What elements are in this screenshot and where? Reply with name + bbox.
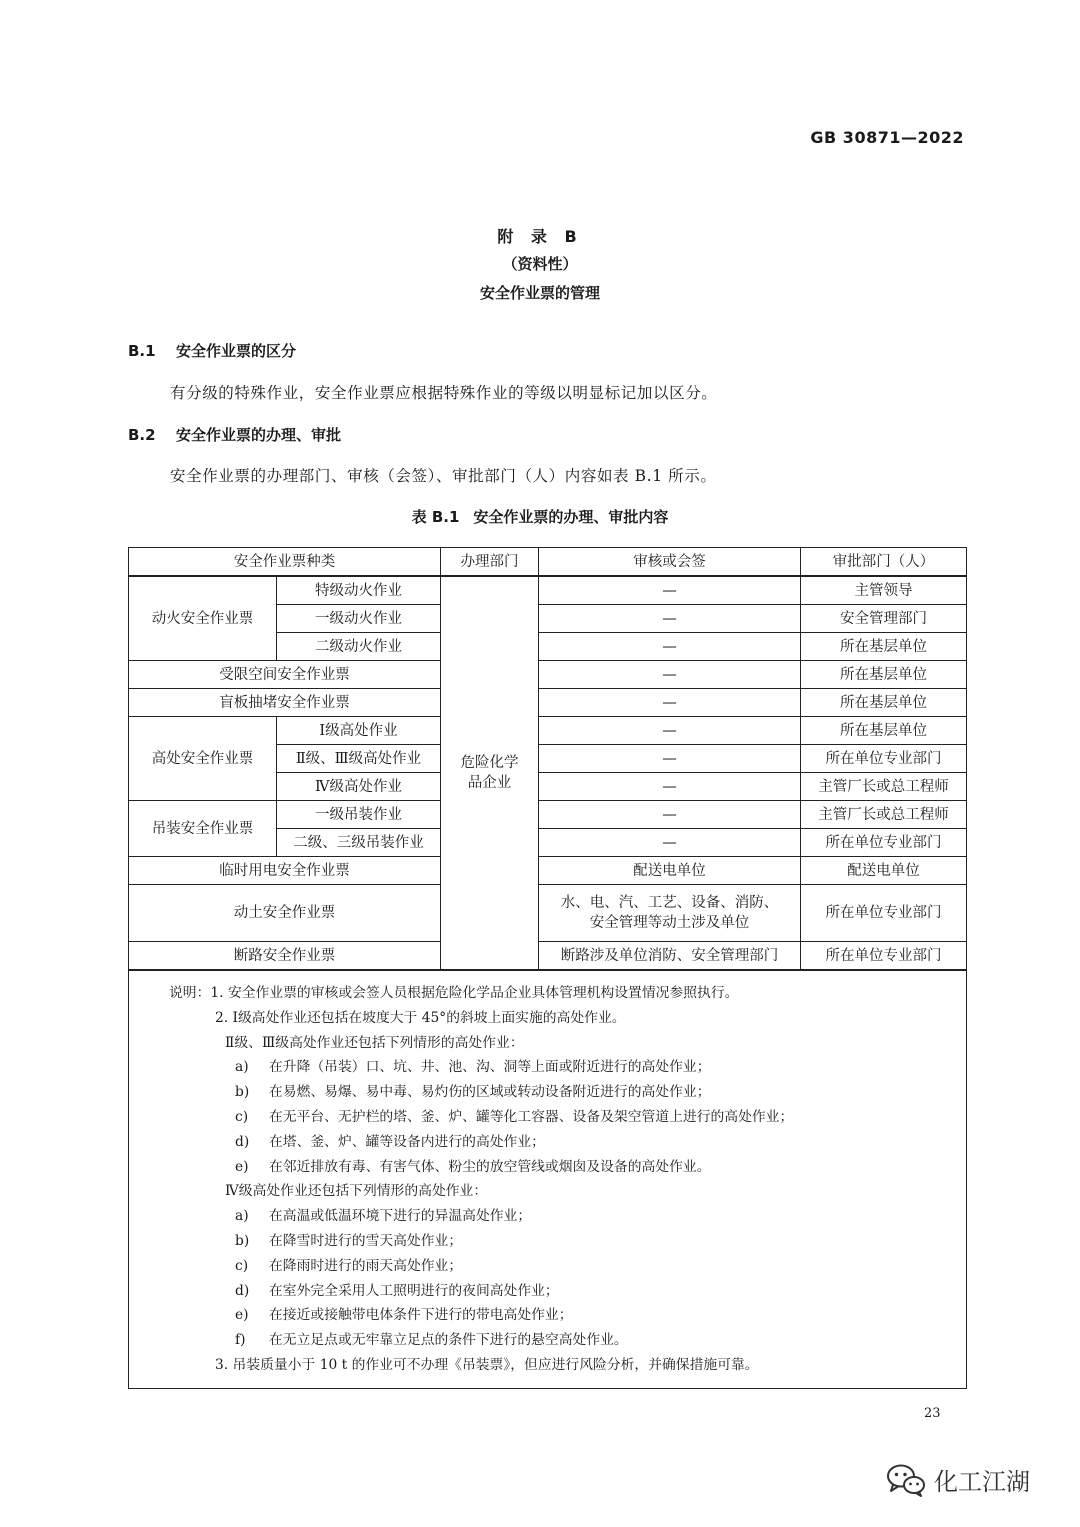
group-cell-fire: 动火安全作业票 (129, 576, 277, 661)
review-cell: — (539, 633, 801, 661)
note-line (169, 981, 966, 1006)
dept-line: 品企业 (467, 775, 512, 791)
list-item (169, 1254, 966, 1279)
note-line: 2. Ⅰ级高处作业还包括在坡度大于 45°的斜坡上面实施的高处作业。 (215, 1009, 626, 1026)
approve-cell: 所在基层单位 (801, 661, 967, 689)
notes-label: 说明： (169, 985, 211, 1001)
list-text: 在升降（吊装）口、坑、井、池、沟、洞等上面或附近进行的高处作业； (269, 1059, 711, 1076)
section-heading-b1 (128, 340, 296, 361)
review-cell: 配送电单位 (539, 857, 801, 885)
appendix-title: 附 录 B (497, 227, 583, 246)
sub-type-cell: 一级吊装作业 (277, 801, 441, 829)
review-line: 安全管理等动土涉及单位 (589, 915, 750, 931)
notes-row (129, 970, 967, 1388)
review-cell: — (539, 689, 801, 717)
review-cell (539, 885, 801, 942)
table-row (129, 857, 967, 885)
list-text: 在接近或接触带电体条件下进行的带电高处作业； (269, 1307, 573, 1324)
note-text: 1. 安全作业票的审核或会签人员根据危险化学品企业具体管理机构设置情况参照执行。 (210, 985, 739, 1001)
list-item (169, 1080, 966, 1105)
page-number: 23 (924, 1406, 941, 1421)
list-marker: a) (235, 1208, 249, 1225)
header-cell-approve: 审批部门（人） (801, 548, 967, 577)
dept-line: 危险化学 (460, 755, 519, 771)
sub-type-cell: Ⅱ级、Ⅲ级高处作业 (277, 745, 441, 773)
list-text: 在室外完全采用人工照明进行的夜间高处作业； (269, 1282, 559, 1299)
list-text: 在高温或低温环境下进行的异温高处作业； (269, 1208, 532, 1225)
list-marker: a) (235, 1059, 249, 1076)
list-item (169, 1204, 966, 1229)
approve-cell: 所在单位专业部门 (801, 942, 967, 971)
list-marker: d) (235, 1282, 250, 1299)
list-text: 在邻近排放有毒、有害气体、粉尘的放空管线或烟囱及设备的高处作业。 (269, 1158, 711, 1175)
list-text: 在降雪时进行的雪天高处作业； (269, 1232, 463, 1249)
dept-cell (441, 576, 539, 970)
list-marker: b) (235, 1084, 250, 1101)
table-caption (0, 506, 1080, 527)
standard-code: GB 30871—2022 (810, 128, 964, 147)
type-cell: 断路安全作业票 (129, 942, 441, 971)
approve-cell: 所在单位专业部门 (801, 829, 967, 857)
list-item (169, 1105, 966, 1130)
review-cell: — (539, 605, 801, 633)
approve-cell: 主管领导 (801, 576, 967, 605)
approve-cell: 主管厂长或总工程师 (801, 801, 967, 829)
list-item (169, 1328, 966, 1353)
list-marker: e) (235, 1158, 249, 1175)
list-item (169, 1279, 966, 1304)
list-marker: e) (235, 1307, 249, 1324)
approve-cell: 配送电单位 (801, 857, 967, 885)
list-text: 在降雨时进行的雨天高处作业； (269, 1257, 463, 1274)
note-line: 3. 吊装质量小于 10 t 的作业可不办理《吊装票》，但应进行风险分析，并确保措施可靠。 (215, 1356, 759, 1373)
appendix-name: 安全作业票的管理 (479, 284, 600, 302)
section-heading-b2 (128, 424, 341, 445)
table-row (129, 661, 967, 689)
review-cell: — (539, 801, 801, 829)
table-header-row (129, 548, 967, 577)
list-text: 在无平台、无护栏的塔、釜、炉、罐等化工容器、设备及架空管道上进行的高处作业； (269, 1108, 794, 1125)
section-number: B.2 (128, 426, 156, 444)
table-title: 安全作业票的办理、审批内容 (473, 508, 669, 526)
list-marker: b) (235, 1232, 250, 1249)
section-paragraph-b2: 安全作业票的办理部门、审核（会签）、审批部门（人）内容如表 B.1 所示。 (170, 467, 717, 485)
wechat-icon (886, 1463, 926, 1497)
approve-cell: 主管厂长或总工程师 (801, 773, 967, 801)
approve-cell: 所在基层单位 (801, 717, 967, 745)
sub-type-cell: 二级动火作业 (277, 633, 441, 661)
notes-cell (129, 970, 967, 1388)
table-row (129, 885, 967, 942)
section-number: B.1 (128, 342, 156, 360)
list-text: 在塔、釜、炉、罐等设备内进行的高处作业； (269, 1133, 545, 1150)
sub-type-cell: Ⅳ级高处作业 (277, 773, 441, 801)
list-item (169, 1155, 966, 1180)
appendix-subtitle: （资料性） (502, 255, 578, 273)
list-marker: f) (235, 1332, 246, 1349)
review-cell: — (539, 829, 801, 857)
type-cell: 临时用电安全作业票 (129, 857, 441, 885)
type-cell: 动土安全作业票 (129, 885, 441, 942)
note-line: Ⅱ级、Ⅲ级高处作业还包括下列情形的高处作业： (225, 1034, 524, 1051)
approve-cell: 所在单位专业部门 (801, 745, 967, 773)
sub-type-cell: 特级动火作业 (277, 576, 441, 605)
table-row (129, 801, 967, 829)
header-cell-dept: 办理部门 (441, 548, 539, 577)
section-paragraph-b1: 有分级的特殊作业，安全作业票应根据特殊作业的等级以明显标记加以区分。 (170, 384, 718, 402)
table-row (129, 689, 967, 717)
approve-cell: 所在单位专业部门 (801, 885, 967, 942)
review-cell: 断路涉及单位消防、安全管理部门 (539, 942, 801, 971)
list-text: 在易燃、易爆、易中毒、易灼伤的区域或转动设备附近进行的高处作业； (269, 1084, 711, 1101)
group-cell-height: 高处安全作业票 (129, 717, 277, 801)
type-cell: 盲板抽堵安全作业票 (129, 689, 441, 717)
list-item (169, 1303, 966, 1328)
table-row (129, 717, 967, 745)
review-cell: — (539, 745, 801, 773)
note-line: Ⅳ级高处作业还包括下列情形的高处作业： (225, 1183, 488, 1200)
type-cell: 受限空间安全作业票 (129, 661, 441, 689)
table-row (129, 576, 967, 605)
review-cell: — (539, 717, 801, 745)
table-number: 表 B.1 (411, 508, 460, 526)
list-marker: d) (235, 1133, 250, 1150)
approval-table (128, 547, 967, 1389)
brand-name: 化工江湖 (934, 1468, 1030, 1496)
approve-cell: 安全管理部门 (801, 605, 967, 633)
list-marker: c) (235, 1257, 249, 1274)
approve-cell: 所在基层单位 (801, 689, 967, 717)
group-cell-lift: 吊装安全作业票 (129, 801, 277, 857)
section-title: 安全作业票的区分 (176, 342, 297, 360)
sub-type-cell: Ⅰ级高处作业 (277, 717, 441, 745)
list-item (169, 1055, 966, 1080)
sub-type-cell: 二级、三级吊装作业 (277, 829, 441, 857)
brand-watermark (886, 1462, 1030, 1497)
list-item (169, 1130, 966, 1155)
review-cell: — (539, 576, 801, 605)
header-cell-review: 审核或会签 (539, 548, 801, 577)
review-line: 水、电、汽、工艺、设备、消防、 (560, 895, 779, 911)
table-row (129, 942, 967, 971)
list-marker: c) (235, 1108, 249, 1125)
list-text: 在无立足点或无牢靠立足点的条件下进行的悬空高处作业。 (269, 1332, 628, 1349)
sub-type-cell: 一级动火作业 (277, 605, 441, 633)
approve-cell: 所在基层单位 (801, 633, 967, 661)
section-title: 安全作业票的办理、审批 (176, 426, 342, 444)
header-cell-type: 安全作业票种类 (129, 548, 441, 577)
review-cell: — (539, 661, 801, 689)
list-item (169, 1229, 966, 1254)
review-cell: — (539, 773, 801, 801)
